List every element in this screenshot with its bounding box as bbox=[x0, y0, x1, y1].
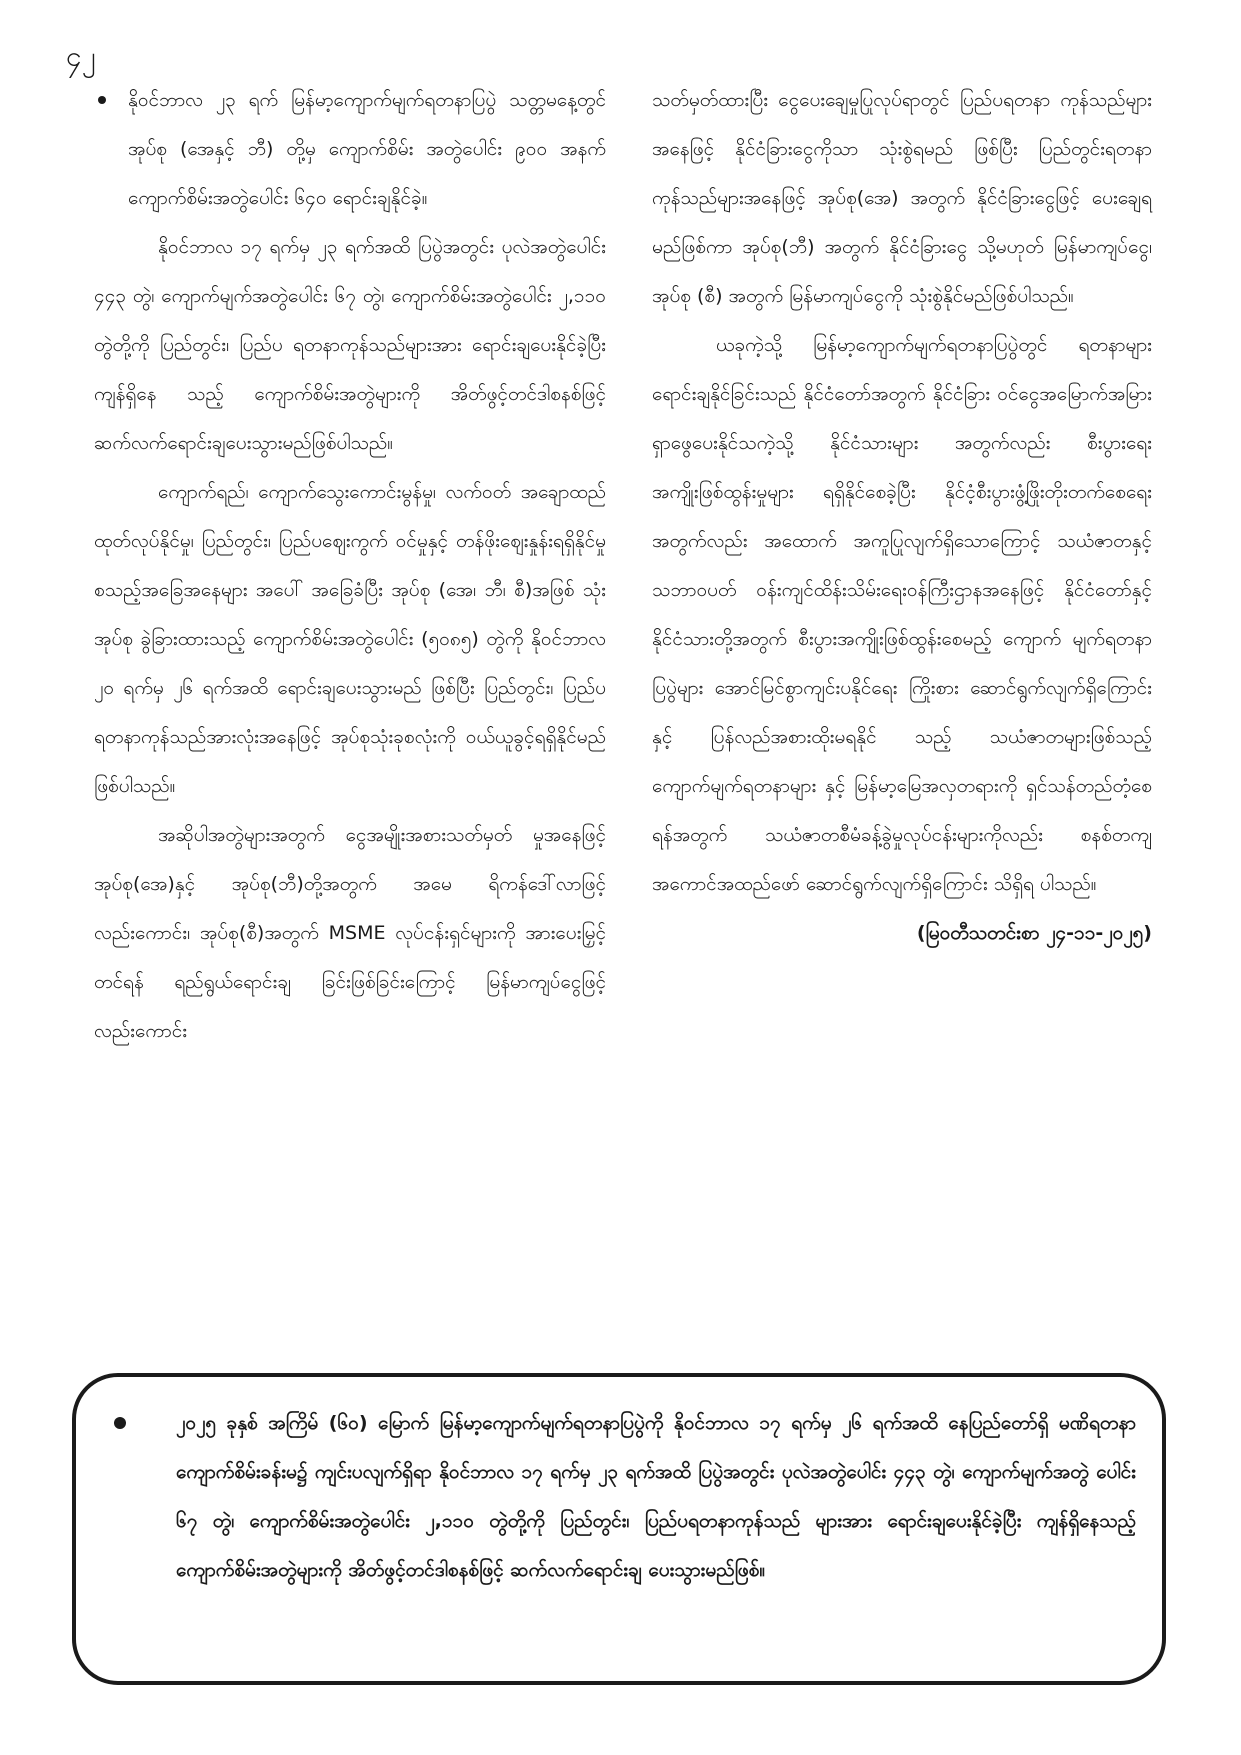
bullet-icon bbox=[114, 1417, 126, 1429]
bullet-paragraph bbox=[94, 76, 606, 223]
paragraph-payment: သတ်မှတ်ထားပြီး ငွေပေးချေမှုပြုလုပ်ရာတွင် ပြည်ပရတနာ ကုန်သည်များအနေဖြင့် နိုင်ငံခြားငွေကိုသာ သုံးစွဲရမည် ဖြစ်ပြီး ပြည်တွင်းရတနာကုန်သည်များအနေဖြင့် အုပ်စု(အေ) အတွက် နိုင်ငံခြားငွေဖြင့် ပေးချေရမည်ဖြစ်ကာ အုပ်စု(ဘီ) အတွက် နိုင်ငံခြားငွေ သို့မဟုတ် မြန်မာကျပ်ငွေ၊ အုပ်စု (စီ) အတွက် မြန်မာကျပ်ငွေကို သုံးစွဲနိုင်မည်ဖြစ်ပါသည်။ bbox=[652, 89, 1152, 307]
summary-box bbox=[72, 1373, 1166, 1685]
news-source: (မြဝတီသတင်းစာ ၂၄-၁၁-၂၀၂၅) bbox=[916, 922, 1152, 944]
summary-text: ၂၀၂၅ ခုနှစ် အကြိမ် (၆၀) မြောက် မြန်မာ့ကျောက်မျက်ရတနာပြပွဲကို နိုဝင်ဘာလ ၁၇ ရက်မှ ၂၆ ရက်အထိ နေပြည်တော်ရှိ မဏိရတနာကျောက်စိမ်းခန်းမ၌ ကျင်းပလျက်ရှိရာ နိုဝင်ဘာလ ၁၇ ရက်မှ ၂၃ ရက်အထိ ပြပွဲအတွင်း ပုလဲအတွဲပေါင်း ၄၄၃ တွဲ၊ ကျောက်မျက်အတွဲ ပေါင်း ၆၇ တွဲ၊ ကျောက်စိမ်းအတွဲပေါင်း ၂,၁၁၀ တွဲတို့ကို ပြည်တွင်း၊ ပြည်ပရတနာကုန်သည် များအား ရောင်းချပေးနိုင်ခဲ့ပြီး ကျန်ရှိနေသည့် ကျောက်စိမ်းအတွဲများကို အိတ်ဖွင့်တင်ဒါစနစ်ဖြင့် ဆက်လက်ရောင်းချ ပေးသွားမည်ဖြစ်။ bbox=[176, 1412, 1136, 1581]
page-number: ၄၂ bbox=[66, 40, 96, 73]
paragraph-jade-groups: ကျောက်ရည်၊ ကျောက်သွေးကောင်းမွန်မှု၊ လက်ဝတ် အချောထည် ထုတ်လုပ်နိုင်မှု၊ ပြည်တွင်း၊ ပြည်ပဈေးကွက် ဝင်မှုနှင့် တန်ဖိုးဈေးနှုန်းရရှိနိုင်မှု စသည့်အခြေအနေများ အပေါ် အခြေခံပြီး အုပ်စု (အေ၊ ဘီ၊ စီ)အဖြစ် သုံးအုပ်စု ခွဲခြားထားသည့် ကျောက်စိမ်းအတွဲပေါင်း (၅၀၈၅) တွဲကို နိုဝင်ဘာလ ၂၀ ရက်မှ ၂၆ ရက်အထိ ရောင်းချပေးသွားမည် ဖြစ်ပြီး ပြည်တွင်း၊ ပြည်ပရတနာကုန်သည်အားလုံးအနေဖြင့် အုပ်စုသုံးခုစလုံးကို ဝယ်ယူခွင့်ရရှိနိုင်မည်ဖြစ်ပါသည်။ bbox=[94, 481, 606, 797]
left-column bbox=[94, 76, 606, 1056]
bullet-text: နိုဝင်ဘာလ ၂၃ ရက် မြန်မာ့ကျောက်မျက်ရတနာပြပွဲ သတ္တမနေ့တွင် အုပ်စု (အေနှင့် ဘီ) တို့မှ ကျောက်စိမ်း အတွဲပေါင်း ၉၀၀ အနက် ကျောက်စိမ်းအတွဲပေါင်း ၆၄၀ ရောင်းချနိုင်ခဲ့။ bbox=[128, 89, 606, 209]
right-column bbox=[652, 76, 1152, 958]
paragraph-sales-totals: နိုဝင်ဘာလ ၁၇ ရက်မှ ၂၃ ရက်အထိ ပြပွဲအတွင်း ပုလဲအတွဲပေါင်း ၄၄၃ တွဲ၊ ကျောက်မျက်အတွဲပေါင်း ၆၇ တွဲ၊ ကျောက်စိမ်းအတွဲပေါင်း ၂,၁၁၀ တွဲတို့ကို ပြည်တွင်း၊ ပြည်ပ ရတနာကုန်သည်များအား ရောင်းချပေးနိုင်ခဲ့ပြီး ကျန်ရှိနေ သည့် ကျောက်စိမ်းအတွဲများကို အိတ်ဖွင့်တင်ဒါစနစ်ဖြင့် ဆက်လက်ရောင်းချပေးသွားမည်ဖြစ်ပါသည်။ bbox=[94, 236, 606, 454]
paragraph-currency: အဆိုပါအတွဲများအတွက် ငွေအမျိုးအစားသတ်မှတ် မှုအနေဖြင့် အုပ်စု(အေ)နှင့် အုပ်စု(ဘီ)တို့အတွက် အမေ ရိကန်ဒေါ်လာဖြင့်လည်းကောင်း၊ အုပ်စု(စီ)အတွက် MSME လုပ်ငန်းရှင်များကို အားပေးမြှင့်တင်ရန် ရည်ရွယ်ရောင်းချ ခြင်းဖြစ်ခြင်းကြောင့် မြန်မာကျပ်ငွေဖြင့်လည်းကောင်း bbox=[94, 824, 606, 1042]
bullet-icon bbox=[98, 96, 106, 104]
paragraph-benefits: ယခုကဲ့သို့ မြန်မာ့ကျောက်မျက်ရတနာပြပွဲတွင် ရတနာများရောင်းချနိုင်ခြင်းသည် နိုင်ငံတော်အတွက် နိုင်ငံခြား ဝင်ငွေအမြောက်အမြား ရှာဖွေပေးနိုင်သကဲ့သို့ နိုင်ငံသားများ အတွက်လည်း စီးပွားရေးအကျိုးဖြစ်ထွန်းမှုများ ရရှိနိုင်စေခဲ့ပြီး နိုင်ငံ့စီးပွားဖွံ့ဖြိုးတိုးတက်စေရေးအတွက်လည်း အထောက် အကူပြုလျက်ရှိသောကြောင့် သယံဇာတနှင့် သဘာဝပတ် ဝန်းကျင်ထိန်းသိမ်းရေးဝန်ကြီးဌာနအနေဖြင့် နိုင်ငံတော်နှင့် နိုင်ငံသားတို့အတွက် စီးပွားအကျိုးဖြစ်ထွန်းစေမည့် ကျောက် မျက်ရတနာပြပွဲများ အောင်မြင်စွာကျင်းပနိုင်ရေး ကြိုးစား ဆောင်ရွက်လျက်ရှိကြောင်းနှင့် ပြန်လည်အစားထိုးမရနိုင် သည့် သယံဇာတများဖြစ်သည့် ကျောက်မျက်ရတနာများ နှင့် မြန်မာ့မြေအလှတရားကို ရှင်သန်တည်တံ့စေရန်အတွက် သယံဇာတစီမံခန့်ခွဲမှုလုပ်ငန်းများကိုလည်း စနစ်တကျ အကောင်အထည်ဖော် ဆောင်ရွက်လျက်ရှိကြောင်း သိရှိရ ပါသည်။ bbox=[652, 334, 1152, 895]
